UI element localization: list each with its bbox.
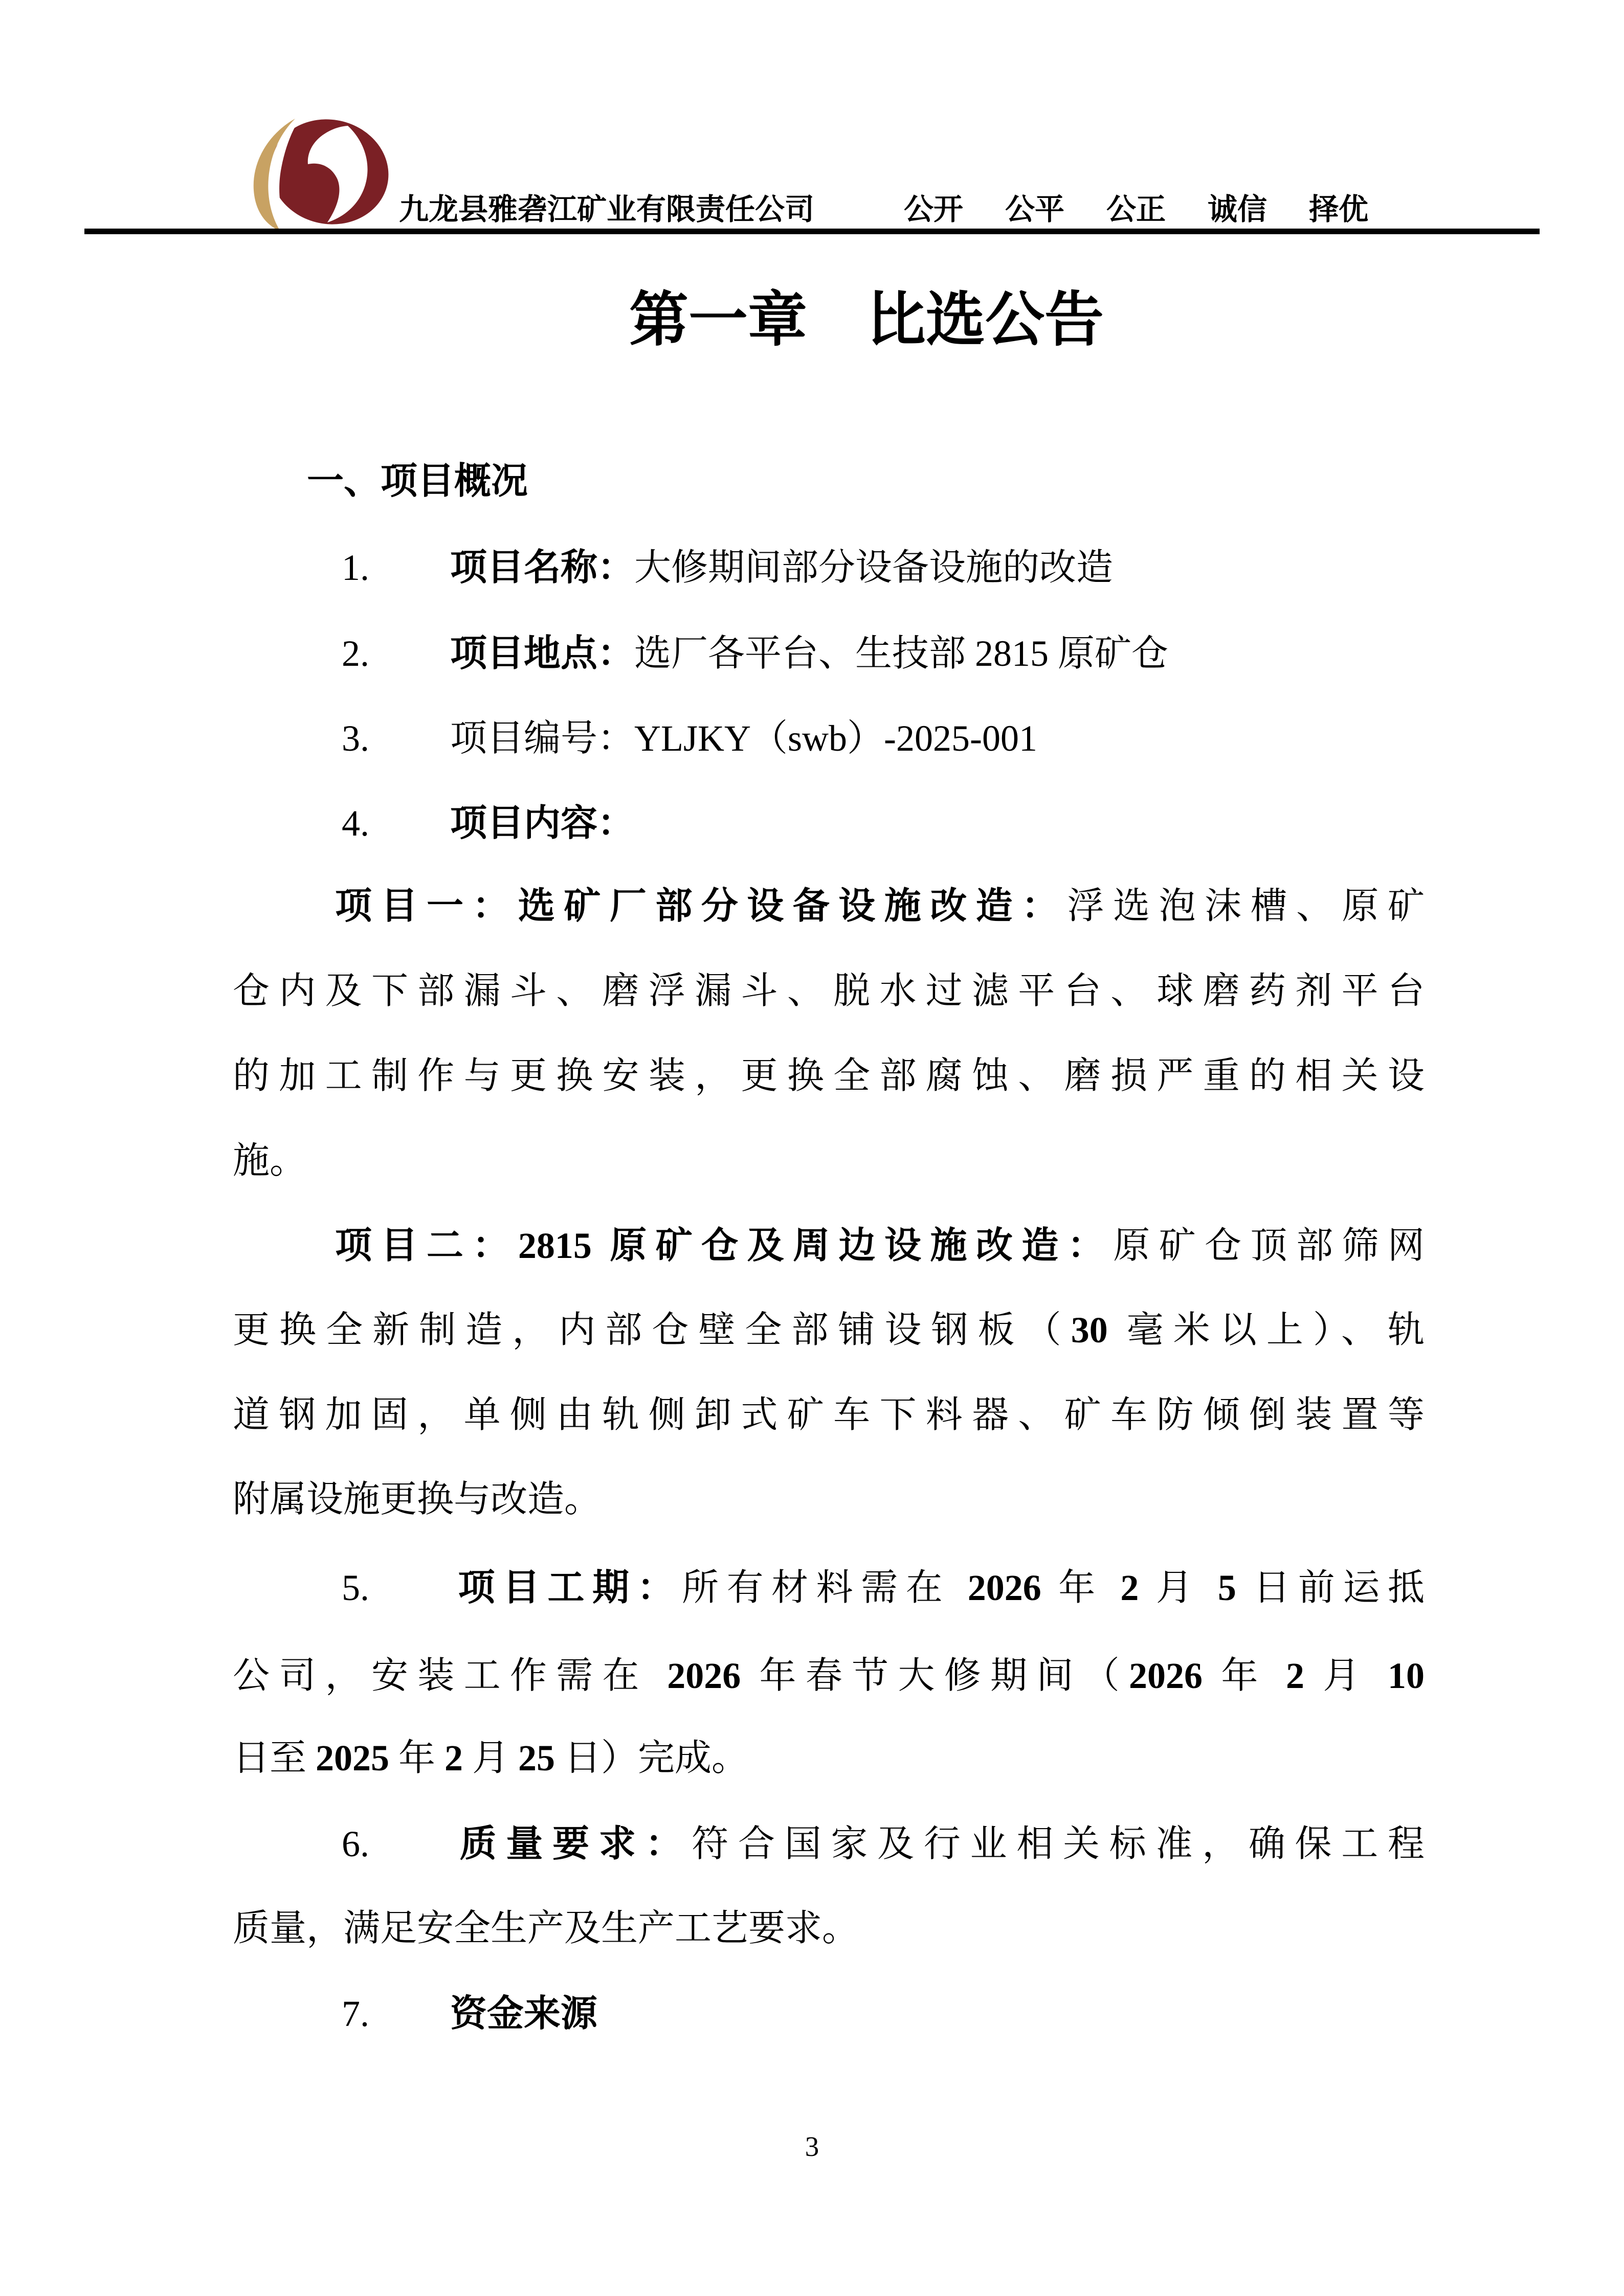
item-5-year: 2026 bbox=[1129, 1655, 1203, 1696]
item-1 bbox=[342, 525, 1113, 610]
item-6-text: 符合国家及行业相关标准，确保工程 bbox=[692, 1824, 1425, 1864]
item-1-text: 大修期间部分设备设施的改造 bbox=[634, 547, 1114, 588]
para-2-line-2 bbox=[233, 1288, 1425, 1372]
para-2-line-2-number: 30 bbox=[1071, 1310, 1108, 1350]
para-1-line-3: 的加工制作与更换安装，更换全部腐蚀、磨损严重的相关设 bbox=[233, 1055, 1425, 1096]
item-3-label: 项目编号：YLJKY（swb）-2025-001 bbox=[450, 718, 1037, 759]
slogan-merit: 择优 bbox=[1309, 193, 1369, 226]
header-divider bbox=[84, 229, 1540, 234]
item-5-number: 5. bbox=[342, 1567, 369, 1608]
item-3 bbox=[342, 696, 1037, 781]
item-5-day: 25 bbox=[518, 1738, 555, 1779]
para-2-line-4: 附属设施更换与改造。 bbox=[233, 1479, 602, 1520]
item-5-text: 年 bbox=[389, 1738, 445, 1779]
item-2 bbox=[342, 611, 1168, 696]
item-5-day: 10 bbox=[1387, 1655, 1425, 1696]
item-4-label: 项目内容： bbox=[450, 803, 635, 844]
item-5-text: 年春节大修期间（ bbox=[741, 1655, 1129, 1696]
item-6-number: 6. bbox=[342, 1824, 369, 1864]
company-name: 九龙县雅砻江矿业有限责任公司 bbox=[399, 193, 815, 226]
item-5-year: 2026 bbox=[967, 1567, 1041, 1608]
item-5-label: 项目工期： bbox=[450, 1567, 682, 1608]
item-5-year: 2026 bbox=[667, 1655, 741, 1696]
slogan-open: 公开 bbox=[904, 193, 964, 226]
item-5-text: 所有材料需在 bbox=[682, 1567, 968, 1608]
item-4-number: 4. bbox=[342, 803, 369, 844]
para-2-line-1 bbox=[335, 1203, 1425, 1288]
para-1-line-2: 仓内及下部漏斗、磨浮漏斗、脱水过滤平台、球磨药剂平台 bbox=[233, 971, 1425, 1011]
chapter-title: 第一章 比选公告 bbox=[629, 288, 1104, 353]
item-1-number: 1. bbox=[342, 547, 369, 588]
item-5-text: 年 bbox=[1041, 1567, 1121, 1608]
item-5-line-2 bbox=[233, 1633, 1425, 1718]
item-5-text: 日至 bbox=[233, 1738, 316, 1779]
slogan-fair: 公平 bbox=[1005, 193, 1065, 226]
para-1-line-1 bbox=[335, 864, 1425, 949]
company-logo bbox=[241, 114, 390, 232]
item-5-text: 日前运抵 bbox=[1236, 1567, 1425, 1608]
para-1-lead: 项目一：选矿厂部分设备设施改造： bbox=[335, 886, 1067, 927]
item-2-text: 选厂各平台、生技部 2815 原矿仓 bbox=[634, 633, 1169, 674]
item-5-text: 日）完成。 bbox=[555, 1738, 749, 1779]
item-2-number: 2. bbox=[342, 633, 369, 674]
para-2-text: 原矿仓顶部筛网 bbox=[1113, 1225, 1425, 1266]
item-5-line-1 bbox=[342, 1545, 1425, 1630]
item-5-text: 月 bbox=[1304, 1655, 1388, 1696]
item-6-line-2: 质量，满足安全生产及生产工艺要求。 bbox=[233, 1908, 859, 1949]
item-5-day: 5 bbox=[1217, 1567, 1236, 1608]
item-5-line-3 bbox=[233, 1716, 748, 1800]
slogan-just: 公正 bbox=[1106, 193, 1166, 226]
page-number: 3 bbox=[805, 2131, 819, 2162]
item-3-number: 3. bbox=[342, 718, 369, 759]
item-7-label: 资金来源 bbox=[450, 1993, 598, 2034]
item-5-text: 月 bbox=[1139, 1567, 1218, 1608]
item-6-line-1 bbox=[342, 1802, 1425, 1886]
item-7 bbox=[342, 1971, 597, 2056]
item-5-text: 月 bbox=[463, 1738, 519, 1779]
para-2-line-2-tail: 毫米以上）、轨 bbox=[1107, 1310, 1425, 1350]
item-1-label: 项目名称： bbox=[450, 547, 635, 588]
para-1-text: 浮选泡沫槽、原矿 bbox=[1067, 886, 1425, 927]
slogan-honesty: 诚信 bbox=[1208, 193, 1267, 226]
item-6-label: 质量要求： bbox=[450, 1824, 692, 1864]
para-2-line-3: 道钢加固，单侧由轨侧卸式矿车下料器、矿车防倾倒装置等 bbox=[233, 1394, 1425, 1435]
item-5-month: 2 bbox=[1286, 1655, 1304, 1696]
item-5-text: 公司，安装工作需在 bbox=[233, 1655, 668, 1696]
item-5-year: 2025 bbox=[316, 1738, 390, 1779]
item-7-number: 7. bbox=[342, 1993, 369, 2034]
section-heading: 一、项目概况 bbox=[307, 461, 528, 502]
item-4 bbox=[342, 781, 634, 866]
item-2-label: 项目地点： bbox=[450, 633, 635, 674]
para-2-lead: 项目二：2815 原矿仓及周边设施改造： bbox=[335, 1225, 1114, 1266]
item-5-month: 2 bbox=[1120, 1567, 1139, 1608]
item-5-text: 年 bbox=[1203, 1655, 1286, 1696]
item-5-month: 2 bbox=[444, 1738, 463, 1779]
header-slogans bbox=[904, 188, 1368, 231]
para-2-line-2-text: 更换全新制造，内部仓壁全部铺设钢板（ bbox=[233, 1310, 1071, 1350]
para-1-line-4: 施。 bbox=[233, 1140, 307, 1181]
